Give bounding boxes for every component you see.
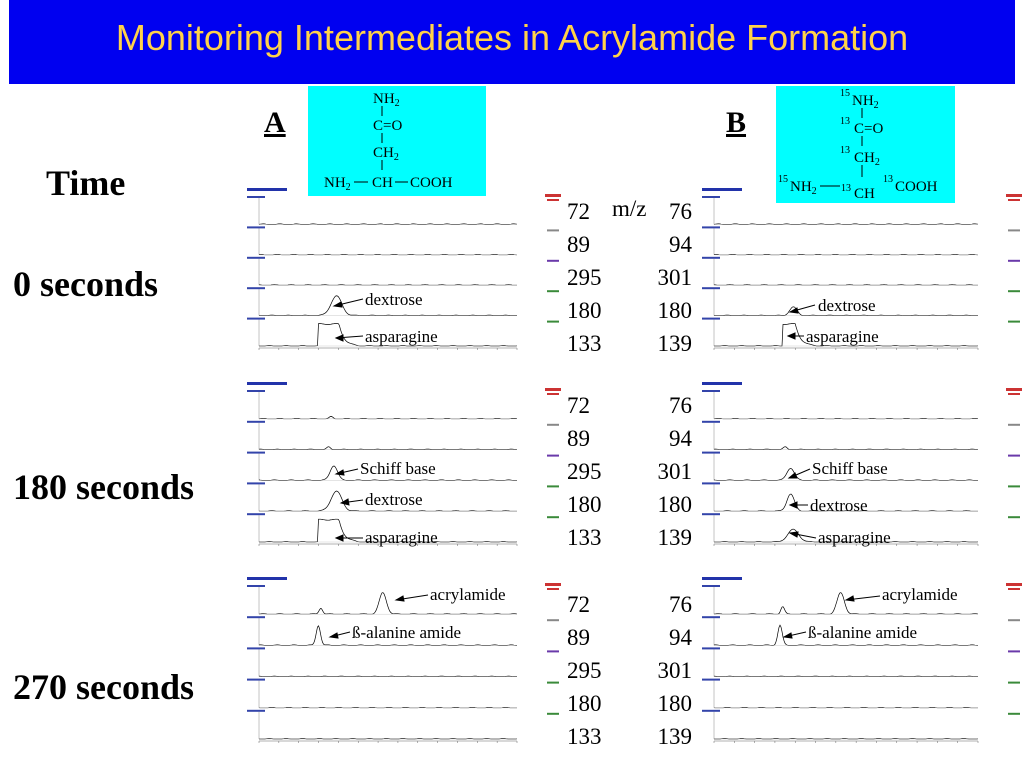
svg-text:15: 15 xyxy=(778,174,788,185)
svg-text:C=O: C=O xyxy=(373,118,403,134)
annotation-beta-alanine-amide-a-270s: ß-alanine amide xyxy=(352,623,462,642)
annotation-schiff-base-b-180s: Schiff base xyxy=(812,459,888,478)
mz-a-0-2: 295 xyxy=(567,265,602,290)
mz-b-0-1: 94 xyxy=(669,232,692,257)
svg-text:13: 13 xyxy=(840,116,850,127)
svg-text:CH2: $CH_2$ xyxy=(854,150,880,168)
mz-b-1-2: 301 xyxy=(657,459,692,484)
mz-a-0-1: 89 xyxy=(567,232,590,257)
mz-a-2-3: 180 xyxy=(567,691,602,716)
mz-b-2-0: 76 xyxy=(669,592,692,617)
mz-a-1-4: 133 xyxy=(567,525,602,550)
mz-b-0-2: 301 xyxy=(657,265,692,290)
mz-b-1-0: 76 xyxy=(669,393,692,418)
mz-header: m/z xyxy=(612,196,647,221)
mz-a-2-1: 89 xyxy=(567,625,590,650)
annotation-asparagine-b-0s: asparagine xyxy=(806,327,879,346)
svg-text:13: 13 xyxy=(841,183,851,194)
annotation-schiff-base-a-180s: Schiff base xyxy=(360,459,436,478)
mz-a-0-0: 72 xyxy=(567,199,590,224)
svg-text:NH2: $NH_2$ xyxy=(324,175,351,193)
svg-text:CH: CH xyxy=(854,186,875,202)
svg-text:15: 15 xyxy=(840,88,850,99)
mz-a-0-4: 133 xyxy=(567,331,602,356)
mz-b-1-4: 139 xyxy=(657,525,692,550)
mz-b-2-1: 94 xyxy=(669,625,692,650)
mz-b-0-0: 76 xyxy=(669,199,692,224)
mz-a-2-0: 72 xyxy=(567,592,590,617)
annotation-acrylamide-a-270s: acrylamide xyxy=(430,585,506,604)
annotation-beta-alanine-amide-b-270s: ß-alanine amide xyxy=(808,623,918,642)
mz-a-1-1: 89 xyxy=(567,426,590,451)
annotation-acrylamide-b-270s: acrylamide xyxy=(882,585,958,604)
annotation-dextrose-a-0s: dextrose xyxy=(365,290,423,309)
mz-b-2-2: 301 xyxy=(657,658,692,683)
svg-text:NH2: $NH_2$ xyxy=(373,91,400,109)
time-header: Time xyxy=(46,163,126,203)
annotation-dextrose-b-0s: dextrose xyxy=(818,296,876,315)
panel-a-label: A xyxy=(264,106,286,139)
mz-a-1-2: 295 xyxy=(567,459,602,484)
svg-text:13: 13 xyxy=(883,174,893,185)
svg-text:NH2: $NH_2$ xyxy=(790,179,817,197)
mz-b-0-3: 180 xyxy=(657,298,692,323)
slide-title: Monitoring Intermediates in Acrylamide Formation xyxy=(115,17,909,58)
annotation-asparagine-a-0s: asparagine xyxy=(365,327,438,346)
svg-text:CH2: $CH_2$ xyxy=(373,145,399,163)
mz-a-2-2: 295 xyxy=(567,658,602,683)
mz-a-1-3: 180 xyxy=(567,492,602,517)
mz-b-2-4: 139 xyxy=(657,724,692,749)
svg-text:C=O: C=O xyxy=(854,121,884,137)
svg-text:13: 13 xyxy=(840,145,850,156)
mz-b-2-3: 180 xyxy=(657,691,692,716)
mz-a-1-0: 72 xyxy=(567,393,590,418)
annotation-asparagine-a-180s: asparagine xyxy=(365,528,438,547)
annotation-dextrose-b-180s: dextrose xyxy=(810,496,868,515)
annotation-asparagine-b-180s: asparagine xyxy=(818,528,891,547)
svg-text:CH: CH xyxy=(372,175,393,191)
svg-text:COOH: COOH xyxy=(895,179,938,195)
mz-a-2-4: 133 xyxy=(567,724,602,749)
mz-a-0-3: 180 xyxy=(567,298,602,323)
time-label-0: 0 seconds xyxy=(13,264,159,304)
time-label-270: 270 seconds xyxy=(13,667,195,707)
time-label-180: 180 seconds xyxy=(13,467,195,507)
svg-text:COOH: COOH xyxy=(410,175,453,191)
mz-b-1-3: 180 xyxy=(657,492,692,517)
svg-text:NH2: $NH_2$ xyxy=(852,93,879,111)
mz-b-1-1: 94 xyxy=(669,426,692,451)
panel-b-label: B xyxy=(726,106,747,139)
mz-b-0-4: 139 xyxy=(657,331,692,356)
annotation-dextrose-a-180s: dextrose xyxy=(365,490,423,509)
